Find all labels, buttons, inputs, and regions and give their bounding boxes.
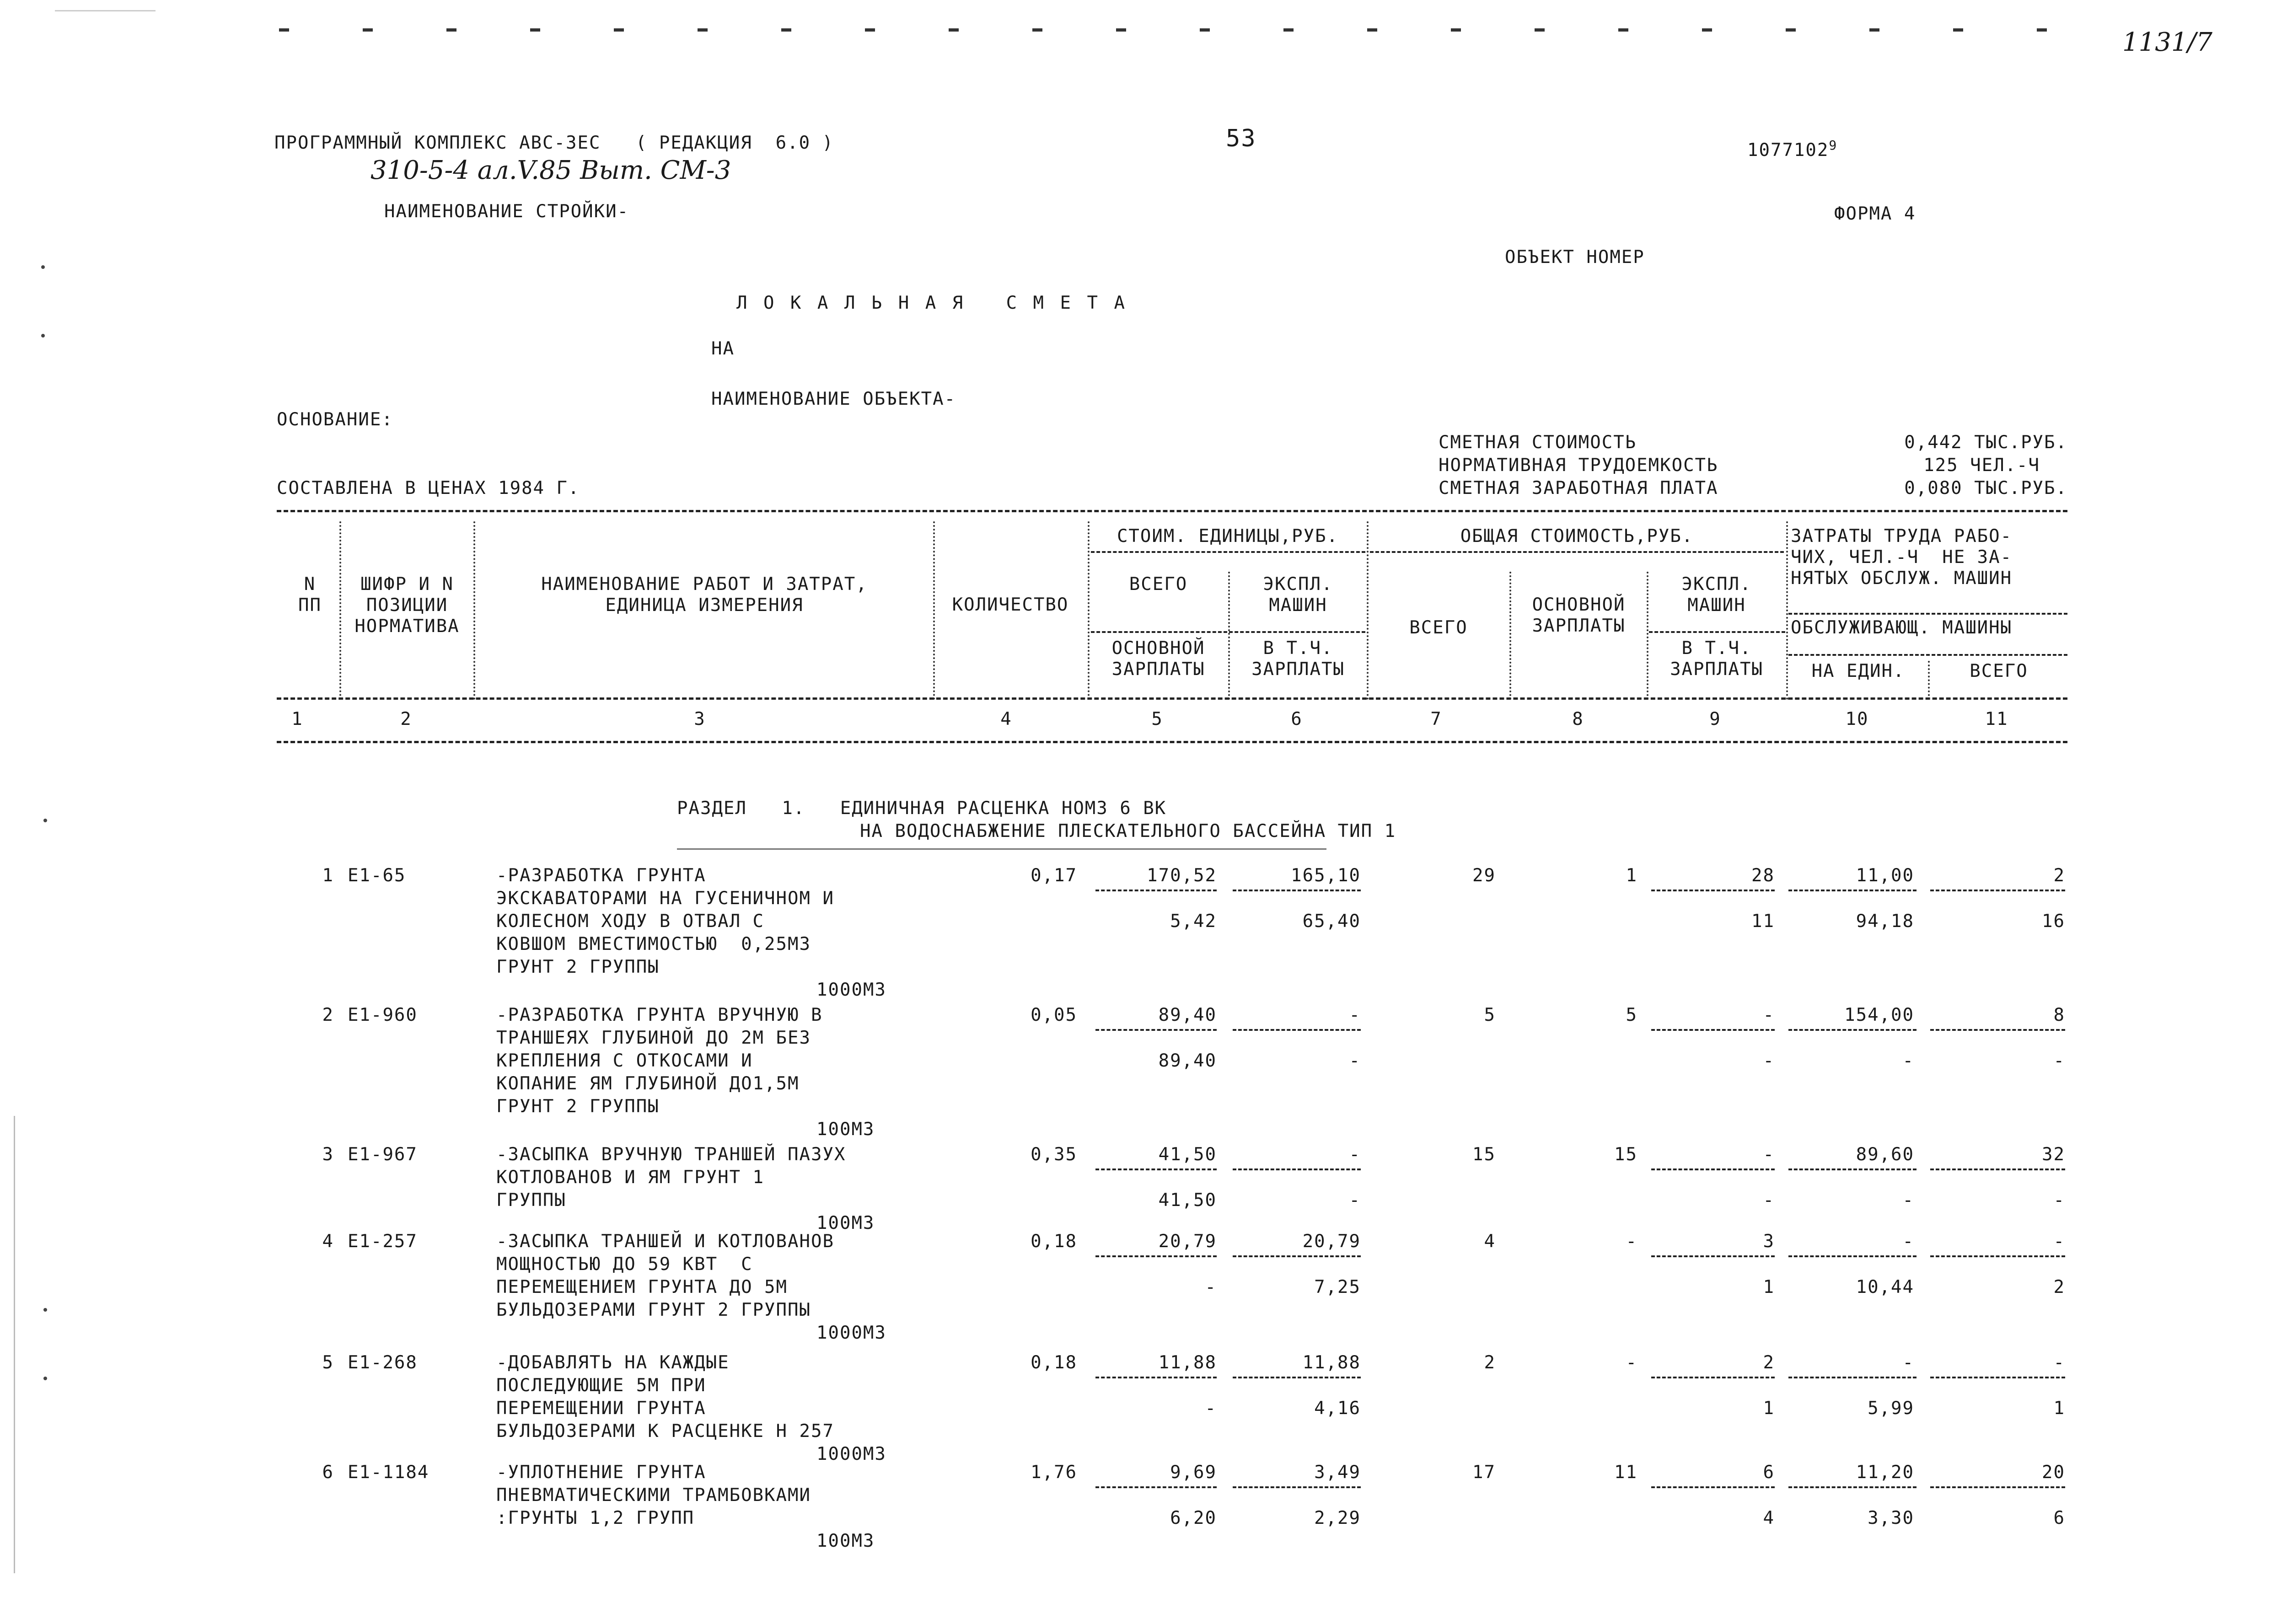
column-number: 2 xyxy=(400,709,412,729)
page-number: 53 xyxy=(1226,125,1256,152)
row-total-machines: - xyxy=(1763,1144,1775,1165)
col-header-labor-total: ВСЕГО xyxy=(1970,661,2028,681)
row-unit: 100М3 xyxy=(816,1531,875,1551)
perforation-dash xyxy=(279,28,289,32)
header-subrule xyxy=(1788,654,2067,656)
col-header-name: НАИМЕНОВАНИЕ РАБОТ И ЗАТРАТ, ЕДИНИЦА ИЗМЕРЕНИЯ xyxy=(541,574,868,616)
row-labor-total: 32 xyxy=(2042,1144,2065,1165)
row-unit-wage: 89,40 xyxy=(1158,1051,1217,1071)
column-divider xyxy=(473,521,475,700)
row-total-wage: 15 xyxy=(1614,1144,1637,1165)
perforation-dash xyxy=(1869,28,1879,32)
row-quantity: 0,18 xyxy=(1031,1231,1077,1252)
row-total-machine-wage: - xyxy=(1763,1051,1775,1071)
row-unit-total: 89,40 xyxy=(1158,1005,1217,1025)
cell-divider xyxy=(1095,890,1217,891)
column-number: 5 xyxy=(1151,709,1163,729)
header-mid-rule xyxy=(277,697,2067,700)
header-subrule xyxy=(1649,631,1785,633)
estimate-title: Л О К А Л Ь Н А Я С М Е Т А xyxy=(736,293,1127,313)
row-unit: 100М3 xyxy=(816,1119,875,1140)
margin-dot xyxy=(43,1377,47,1380)
row-unit-machines: - xyxy=(1349,1144,1361,1165)
column-divider xyxy=(1786,521,1788,700)
row-labor-total: 8 xyxy=(2053,1005,2065,1025)
section-subtitle: НА ВОДОСНАБЖЕНИЕ ПЛЕСКАТЕЛЬНОГО БАССЕЙНА ТИП 1 xyxy=(860,821,1396,841)
col-header-unit-machines: ЭКСПЛ. МАШИН xyxy=(1263,574,1333,616)
row-unit-machine-wage: - xyxy=(1349,1190,1361,1211)
col-header-quantity: КОЛИЧЕСТВО xyxy=(952,595,1069,615)
row-unit-machines: 165,10 xyxy=(1291,865,1361,886)
perforation-dash xyxy=(698,28,708,32)
row-description: -ЗАСЫПКА ТРАНШЕЙ И КОТЛОВАНОВ МОЩНОСТЬЮ ДО 59 КВТ С ПЕРЕМЕЩЕНИЕМ ГРУНТА ДО 5М БУЛЬДОЗЕРАМИ ГРУНТ 2 ГРУППЫ xyxy=(496,1231,834,1320)
row-quantity: 0,35 xyxy=(1031,1144,1077,1165)
column-number: 8 xyxy=(1572,709,1584,729)
row-machine-labor-unit: 94,18 xyxy=(1856,911,1914,932)
row-total-machines: - xyxy=(1763,1005,1775,1025)
row-number: 2 xyxy=(322,1005,334,1025)
row-unit: 1000М3 xyxy=(816,1444,886,1464)
row-quantity: 0,17 xyxy=(1031,865,1077,886)
row-unit: 1000М3 xyxy=(816,1323,886,1343)
row-code: Е1-967 xyxy=(348,1144,418,1165)
row-quantity: 0,05 xyxy=(1031,1005,1077,1025)
col-header-n: N ПП xyxy=(298,574,322,616)
estimate-title-on: НА xyxy=(711,338,735,359)
row-description: -РАЗРАБОТКА ГРУНТА ЭКСКАВАТОРАМИ НА ГУСЕНИЧНОМ И КОЛЕСНОМ ХОДУ В ОТВАЛ С КОВШОМ ВМЕСТИМОСТЬЮ 0,25М3 ГРУНТ 2 ГРУППЫ xyxy=(496,865,834,977)
perforation-dash xyxy=(1116,28,1126,32)
row-unit-machine-wage: 4,16 xyxy=(1314,1398,1361,1419)
row-description: -ЗАСЫПКА ВРУЧНУЮ ТРАНШЕЙ ПАЗУХ КОТЛОВАНОВ И ЯМ ГРУНТ 1 ГРУППЫ xyxy=(496,1144,846,1211)
cell-divider xyxy=(1095,1377,1217,1378)
perforation-dash xyxy=(949,28,959,32)
row-unit-total: 41,50 xyxy=(1158,1144,1217,1165)
row-total: 5 xyxy=(1484,1005,1496,1025)
row-unit: 1000М3 xyxy=(816,980,886,1000)
summary-value: 0,442 ТЫС.РУБ. xyxy=(1904,432,2067,453)
perforation-dash xyxy=(1451,28,1461,32)
row-machine-labor-unit: - xyxy=(1902,1190,1914,1211)
row-number: 6 xyxy=(322,1462,334,1483)
row-unit-wage: - xyxy=(1205,1398,1217,1419)
row-unit-machine-wage: 65,40 xyxy=(1302,911,1361,932)
margin-dot xyxy=(43,1308,47,1312)
row-unit-machines: 11,88 xyxy=(1302,1352,1361,1373)
row-total-machines: 28 xyxy=(1751,865,1775,886)
cell-divider xyxy=(1233,1377,1361,1378)
form-label: ФОРМА 4 xyxy=(1834,204,1916,224)
row-quantity: 1,76 xyxy=(1031,1462,1077,1483)
perforation-dash xyxy=(1200,28,1210,32)
row-total: 4 xyxy=(1484,1231,1496,1252)
row-unit: 100М3 xyxy=(816,1213,875,1233)
row-unit-machine-wage: - xyxy=(1349,1051,1361,1071)
row-unit-machine-wage: 2,29 xyxy=(1314,1508,1361,1528)
row-code: Е1-268 xyxy=(348,1352,418,1373)
row-machine-labor-unit: - xyxy=(1902,1051,1914,1071)
row-number: 5 xyxy=(322,1352,334,1373)
row-total-wage: 5 xyxy=(1626,1005,1637,1025)
prices-label: СОСТАВЛЕНА В ЦЕНАХ 1984 Г. xyxy=(277,478,580,498)
row-unit-machine-wage: 7,25 xyxy=(1314,1277,1361,1297)
cell-divider xyxy=(1651,1168,1775,1170)
cell-divider xyxy=(1788,1255,1917,1257)
cell-divider xyxy=(1651,890,1775,891)
cell-divider xyxy=(1095,1486,1217,1488)
row-quantity: 0,18 xyxy=(1031,1352,1077,1373)
row-total-machine-wage: - xyxy=(1763,1190,1775,1211)
row-machine-labor-unit: 3,30 xyxy=(1868,1508,1914,1528)
row-machine-labor-total: 1 xyxy=(2053,1398,2065,1419)
row-unit-total: 11,88 xyxy=(1158,1352,1217,1373)
col-header-total: ВСЕГО xyxy=(1409,617,1468,638)
row-total-wage: - xyxy=(1626,1231,1637,1252)
margin-dot xyxy=(41,334,45,338)
cell-divider xyxy=(1788,890,1917,891)
cell-divider xyxy=(1651,1029,1775,1031)
col-header-unit-cost-group: СТОИМ. ЕДИНИЦЫ,РУБ. xyxy=(1117,526,1339,547)
row-total-machine-wage: 4 xyxy=(1763,1508,1775,1528)
perforation-dash xyxy=(2037,28,2047,32)
row-total-wage: 11 xyxy=(1614,1462,1637,1483)
col-header-labor-group: ЗАТРАТЫ ТРУДА РАБО- ЧИХ, ЧЕЛ.-Ч НЕ ЗА- НЯТЫХ ОБСЛУЖ. МАШИН xyxy=(1791,526,2013,589)
col-header-labor-unit: НА ЕДИН. xyxy=(1811,661,1905,681)
cell-divider xyxy=(1930,890,2065,891)
row-unit-wage: - xyxy=(1205,1277,1217,1297)
row-number: 4 xyxy=(322,1231,334,1252)
row-unit-total: 20,79 xyxy=(1158,1231,1217,1252)
column-number: 10 xyxy=(1845,709,1869,729)
cell-divider xyxy=(1651,1255,1775,1257)
row-unit-wage: 41,50 xyxy=(1158,1190,1217,1211)
column-number: 9 xyxy=(1709,709,1721,729)
basis-label: ОСНОВАНИЕ: xyxy=(277,409,393,430)
row-labor-unit: 11,20 xyxy=(1856,1462,1914,1483)
perforation-dash xyxy=(446,28,456,32)
row-description: -УПЛОТНЕНИЕ ГРУНТА ПНЕВМАТИЧЕСКИМИ ТРАМБОВКАМИ :ГРУНТЫ 1,2 ГРУПП xyxy=(496,1462,811,1528)
cell-divider xyxy=(1930,1168,2065,1170)
cell-divider xyxy=(1233,1168,1361,1170)
cell-divider xyxy=(1233,890,1361,891)
column-number: 1 xyxy=(291,709,303,729)
row-total-machines: 6 xyxy=(1763,1462,1775,1483)
row-unit-total: 9,69 xyxy=(1170,1462,1217,1483)
cell-divider xyxy=(1095,1255,1217,1257)
object-number-label: ОБЪЕКТ НОМЕР xyxy=(1505,247,1645,268)
perforation-dash xyxy=(1283,28,1294,32)
col-header-total-machine-wage: В Т.Ч. ЗАРПЛАТЫ xyxy=(1670,638,1763,680)
cell-divider xyxy=(1788,1029,1917,1031)
header-subrule xyxy=(1091,551,1365,553)
row-unit-wage: 5,42 xyxy=(1170,911,1217,932)
row-total-wage: 1 xyxy=(1626,865,1637,886)
col-header-total-wage: ОСНОВНОЙ ЗАРПЛАТЫ xyxy=(1532,595,1626,636)
col-header-unit-total: ВСЕГО xyxy=(1129,574,1188,595)
row-description: -ДОБАВЛЯТЬ НА КАЖДЫЕ ПОСЛЕДУЮЩИЕ 5М ПРИ ПЕРЕМЕЩЕНИИ ГРУНТА БУЛЬДОЗЕРАМИ К РАСЦЕНКЕ Н 257 xyxy=(496,1352,834,1442)
margin-dot xyxy=(41,265,45,269)
section-title: РАЗДЕЛ 1. ЕДИНИЧНАЯ РАСЦЕНКА НОМЗ 6 ВК xyxy=(677,798,1167,819)
header-top-rule xyxy=(277,510,2067,512)
summary-label: НОРМАТИВНАЯ ТРУДОЕМКОСТЬ xyxy=(1439,455,1718,476)
row-machine-labor-total: 16 xyxy=(2042,911,2065,932)
scan-artifact xyxy=(55,10,156,11)
row-description: -РАЗРАБОТКА ГРУНТА ВРУЧНУЮ В ТРАНШЕЯХ ГЛУБИНОЙ ДО 2М БЕЗ КРЕПЛЕНИЯ С ОТКОСАМИ И КОПАНИЕ ЯМ ГЛУБИНОЙ ДО1,5М ГРУНТ 2 ГРУППЫ xyxy=(496,1005,823,1117)
row-machine-labor-total: - xyxy=(2053,1051,2065,1071)
perforation-dash xyxy=(363,28,373,32)
perforation-dash xyxy=(530,28,540,32)
col-header-total-machines: ЭКСПЛ. МАШИН xyxy=(1681,574,1752,616)
perforation-dash xyxy=(614,28,624,32)
header-subrule xyxy=(1091,631,1365,633)
row-machine-labor-unit: 10,44 xyxy=(1856,1277,1914,1297)
header-subrule xyxy=(1788,613,2067,615)
row-total-machine-wage: 1 xyxy=(1763,1277,1775,1297)
row-total-machines: 2 xyxy=(1763,1352,1775,1373)
column-divider xyxy=(1367,521,1369,700)
perforation-dash xyxy=(1367,28,1377,32)
cell-divider xyxy=(1233,1029,1361,1031)
perforation-dash xyxy=(1032,28,1042,32)
object-name-label: НАИМЕНОВАНИЕ ОБЪЕКТА- xyxy=(711,389,956,409)
summary-label: СМЕТНАЯ СТОИМОСТЬ xyxy=(1439,432,1637,453)
scan-edge-line xyxy=(14,1116,15,1573)
col-header-labor-machines: ОБСЛУЖИВАЮЩ. МАШИНЫ xyxy=(1791,617,2013,638)
row-total: 15 xyxy=(1472,1144,1496,1165)
header-subrule xyxy=(1370,551,1784,553)
column-number: 7 xyxy=(1430,709,1442,729)
document-number: 1077102$^9$ xyxy=(1747,138,1838,161)
row-unit-total: 170,52 xyxy=(1147,865,1217,886)
document-number-superscript: 9 xyxy=(1829,138,1838,153)
summary-value: 0,080 ТЫС.РУБ. xyxy=(1904,478,2067,498)
cell-divider xyxy=(1930,1029,2065,1031)
row-code: Е1-65 xyxy=(348,865,406,886)
row-labor-unit: 89,60 xyxy=(1856,1144,1914,1165)
row-machine-labor-total: - xyxy=(2053,1190,2065,1211)
row-total-machine-wage: 1 xyxy=(1763,1398,1775,1419)
cell-divider xyxy=(1095,1029,1217,1031)
row-labor-total: 20 xyxy=(2042,1462,2065,1483)
col-header-unit-wage: ОСНОВНОЙ ЗАРПЛАТЫ xyxy=(1111,638,1205,680)
cell-divider xyxy=(1788,1168,1917,1170)
cell-divider xyxy=(1930,1255,2065,1257)
row-labor-unit: 11,00 xyxy=(1856,865,1914,886)
perforation-dash xyxy=(1535,28,1545,32)
row-labor-unit: 154,00 xyxy=(1844,1005,1914,1025)
row-labor-total: - xyxy=(2053,1231,2065,1252)
row-labor-total: - xyxy=(2053,1352,2065,1373)
row-unit-machines: 20,79 xyxy=(1302,1231,1361,1252)
section-underline xyxy=(677,848,1326,852)
perforation-dash xyxy=(1702,28,1712,32)
row-number: 1 xyxy=(322,865,334,886)
row-number: 3 xyxy=(322,1144,334,1165)
col-header-total-cost-group: ОБЩАЯ СТОИМОСТЬ,РУБ. xyxy=(1460,526,1694,547)
row-total: 2 xyxy=(1484,1352,1496,1373)
header-bottom-rule xyxy=(277,741,2067,743)
row-machine-labor-total: 6 xyxy=(2053,1508,2065,1528)
row-machine-labor-total: 2 xyxy=(2053,1277,2065,1297)
row-total-machine-wage: 11 xyxy=(1751,911,1775,932)
row-total: 17 xyxy=(1472,1462,1496,1483)
program-name: ПРОГРАММНЫЙ КОМПЛЕКС АВС-3ЕС ( РЕДАКЦИЯ 6.0 ) xyxy=(274,133,834,153)
perforation-dash xyxy=(1786,28,1796,32)
row-code: Е1-1184 xyxy=(348,1462,429,1483)
cell-divider xyxy=(1788,1486,1917,1488)
column-number: 11 xyxy=(1985,709,2008,729)
sheet-mark: 1131/7 xyxy=(2122,27,2213,57)
row-code: Е1-960 xyxy=(348,1005,418,1025)
cell-divider xyxy=(1651,1486,1775,1488)
row-labor-unit: - xyxy=(1902,1352,1914,1373)
row-unit-machines: 3,49 xyxy=(1314,1462,1361,1483)
row-machine-labor-unit: 5,99 xyxy=(1868,1398,1914,1419)
summary-label: СМЕТНАЯ ЗАРАБОТНАЯ ПЛАТА xyxy=(1439,478,1718,498)
perforation-dash xyxy=(1953,28,1963,32)
project-code: 310-5-4 ал.V.85 Выт. СМ-3 xyxy=(370,155,731,185)
row-labor-total: 2 xyxy=(2053,865,2065,886)
row-total: 29 xyxy=(1472,865,1496,886)
perforation-dash xyxy=(865,28,875,32)
row-total-wage: - xyxy=(1626,1352,1637,1373)
cell-divider xyxy=(1233,1486,1361,1488)
row-unit-machines: - xyxy=(1349,1005,1361,1025)
summary-value: 125 ЧЕЛ.-Ч xyxy=(1923,455,2040,476)
column-number: 4 xyxy=(1000,709,1012,729)
perforation-dash xyxy=(1618,28,1628,32)
perforation-dash xyxy=(781,28,791,32)
row-labor-unit: - xyxy=(1902,1231,1914,1252)
construction-label: НАИМЕНОВАНИЕ СТРОЙКИ- xyxy=(384,201,629,222)
cell-divider xyxy=(1930,1377,2065,1378)
col-header-code: ШИФР И N ПОЗИЦИИ НОРМАТИВА xyxy=(354,574,460,637)
cell-divider xyxy=(1233,1255,1361,1257)
column-number: 3 xyxy=(694,709,706,729)
cell-divider xyxy=(1095,1168,1217,1170)
margin-dot xyxy=(43,819,47,822)
column-divider xyxy=(1928,661,1930,700)
column-number: 6 xyxy=(1291,709,1303,729)
row-unit-wage: 6,20 xyxy=(1170,1508,1217,1528)
col-header-unit-machine-wage: В Т.Ч. ЗАРПЛАТЫ xyxy=(1251,638,1345,680)
cell-divider xyxy=(1930,1486,2065,1488)
row-code: Е1-257 xyxy=(348,1231,418,1252)
cell-divider xyxy=(1651,1377,1775,1378)
cell-divider xyxy=(1788,1377,1917,1378)
row-total-machines: 3 xyxy=(1763,1231,1775,1252)
